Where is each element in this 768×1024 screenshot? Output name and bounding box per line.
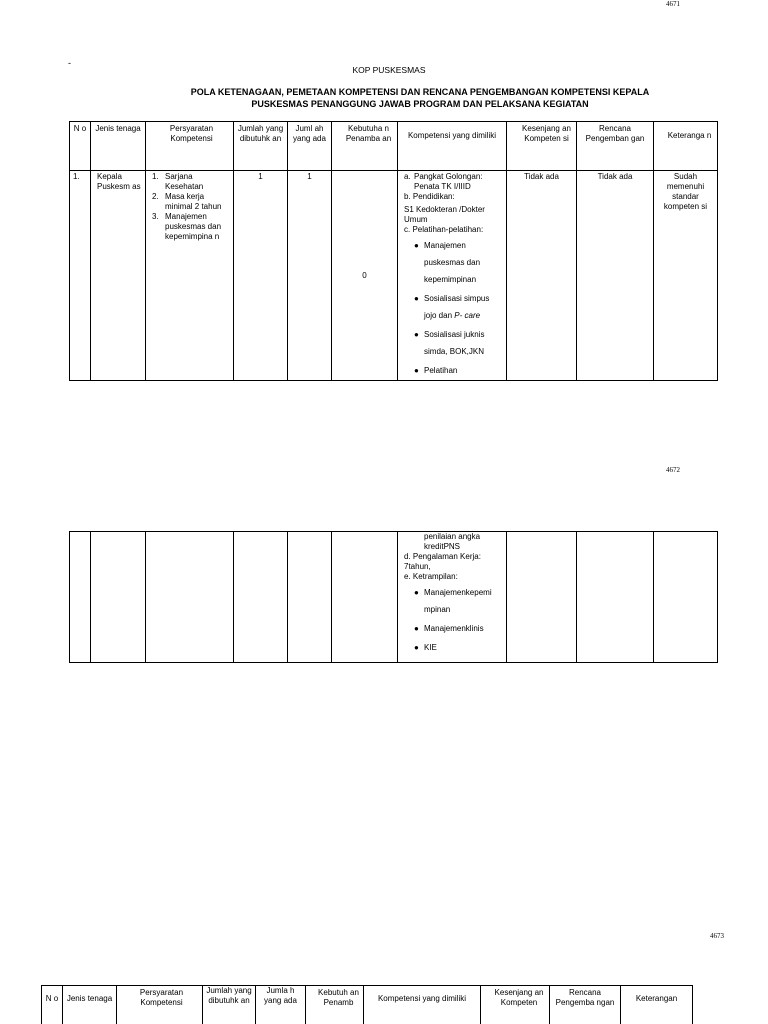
header-kebutuhan: Kebutuh an Penamb <box>306 986 364 1024</box>
header-kompetensi: Kompetensi yang dimiliki <box>364 986 481 1024</box>
list-item: 2. Masa kerja minimal 2 tahun <box>152 192 222 211</box>
header-kesenjangan: Kesenjang an Kompeten <box>481 986 550 1024</box>
list-item: ● Manajemenklinis <box>414 624 484 633</box>
kompetensi-e: e. Ketrampilan: <box>404 572 458 581</box>
title-line-2: PUSKESMAS PENANGGUNG JAWAB PROGRAM DAN PELAKSANA KEGIATAN <box>251 99 589 109</box>
header-persyaratan: Persyaratan Kompetensi <box>117 986 203 1024</box>
kompetensi-d: d. Pengalaman Kerja: 7tahun, <box>404 552 481 571</box>
kompetensi-a: a. Pangkat Golongan: Penata TK I/IIID <box>404 172 483 191</box>
header-jenis-tenaga: Jenis tenaga <box>63 986 117 1024</box>
cell-jumlah-ada <box>288 532 332 663</box>
list-item: ● Sosialisasi simpus jojo dan P- care <box>414 294 490 320</box>
cell-jumlah-ada: 1 <box>288 171 332 381</box>
cell-no: 1. <box>70 171 91 381</box>
cell-keterangan <box>654 532 718 663</box>
list-item: 1. Sarjana Kesehatan <box>152 172 204 191</box>
header-jumlah-dibutuhkan: Jumlah yang dibutuhk an <box>203 986 256 1024</box>
cell-kompetensi <box>398 171 507 381</box>
header-jenis-tenaga: Jenis tenaga <box>91 122 146 171</box>
cell-jumlah-dibutuhkan <box>234 532 288 663</box>
list-item: ● Sosialisasi juknis simda, BOK,JKN <box>414 330 485 356</box>
kompetensi-b-detail: S1 Kedokteran /Dokter Umum <box>404 205 485 224</box>
title-line-1: POLA KETENAGAAN, PEMETAAN KOMPETENSI DAN RENCANA PENGEMBANGAN KOMPETENSI KEPALA <box>190 87 650 97</box>
kompetensi-b: b. Pendidikan: <box>404 192 455 201</box>
table-header-row <box>42 986 693 1024</box>
page-number: 4672 <box>666 466 680 474</box>
cell-kebutuhan <box>332 532 398 663</box>
table-header-row <box>70 122 718 171</box>
header-keterangan: Keterangan <box>621 986 693 1024</box>
cell-jenis-tenaga: Kepala Puskesm as <box>91 171 146 381</box>
competency-table-continued <box>69 531 718 663</box>
kop-puskesmas-heading: KOP PUSKESMAS <box>352 65 426 75</box>
list-item: 3. Manajemen puskesmas dan kepemimpina n <box>152 212 222 241</box>
header-persyaratan: Persyaratan Kompetensi <box>146 122 234 171</box>
table-row <box>70 171 718 381</box>
persyaratan-list <box>152 172 230 242</box>
italic-pcare: P- care <box>454 311 481 320</box>
ketrampilan-list <box>404 584 503 656</box>
cell-kebutuhan: 0 <box>332 171 398 381</box>
list-item: ● Pelatihan <box>414 366 458 375</box>
list-item: ● Manajemenkepemi mpinan <box>414 588 492 614</box>
header-kebutuhan: Kebutuha n Penamba an <box>332 122 398 171</box>
dash-mark: - <box>68 58 71 68</box>
page-number: 4671 <box>666 0 680 8</box>
header-no: N o <box>42 986 63 1024</box>
header-keterangan: Keteranga n <box>654 122 718 171</box>
list-item: ● Manajemen puskesmas dan kepemimpinan <box>414 241 481 284</box>
header-rencana: Rencana Pengemban gan <box>577 122 654 171</box>
header-kesenjangan: Kesenjang an Kompeten si <box>507 122 577 171</box>
cell-rencana <box>577 532 654 663</box>
list-item: ● KIE <box>414 643 437 652</box>
competency-table <box>69 121 718 381</box>
page-number: 4673 <box>710 932 724 940</box>
header-jumlah-ada: Jumla h yang ada <box>256 986 306 1024</box>
cell-jenis-tenaga <box>91 532 146 663</box>
header-jumlah-ada: Juml ah yang ada <box>288 122 332 171</box>
kompetensi-c: c. Pelatihan-pelatihan: <box>404 225 484 234</box>
header-rencana: Rencana Pengemba ngan <box>550 986 621 1024</box>
header-jumlah-dibutuhkan: Jumlah yang dibutuhk an <box>234 122 288 171</box>
table-row <box>70 532 718 663</box>
cell-persyaratan <box>146 532 234 663</box>
cell-kesenjangan: Tidak ada <box>507 171 577 381</box>
header-no: N o <box>70 122 91 171</box>
document-title <box>180 86 660 110</box>
cell-persyaratan <box>146 171 234 381</box>
header-kompetensi: Kompetensi yang dimiliki <box>398 122 507 171</box>
cell-keterangan: Sudah memenuhi standar kompeten si <box>654 171 718 381</box>
pelatihan-list <box>404 237 503 379</box>
cell-kompetensi <box>398 532 507 663</box>
competency-table-next-page <box>41 985 693 1024</box>
cell-rencana: Tidak ada <box>577 171 654 381</box>
cell-jumlah-dibutuhkan: 1 <box>234 171 288 381</box>
cell-kesenjangan <box>507 532 577 663</box>
cell-no <box>70 532 91 663</box>
continuation-text: penilaian angka kreditPNS <box>424 532 481 551</box>
